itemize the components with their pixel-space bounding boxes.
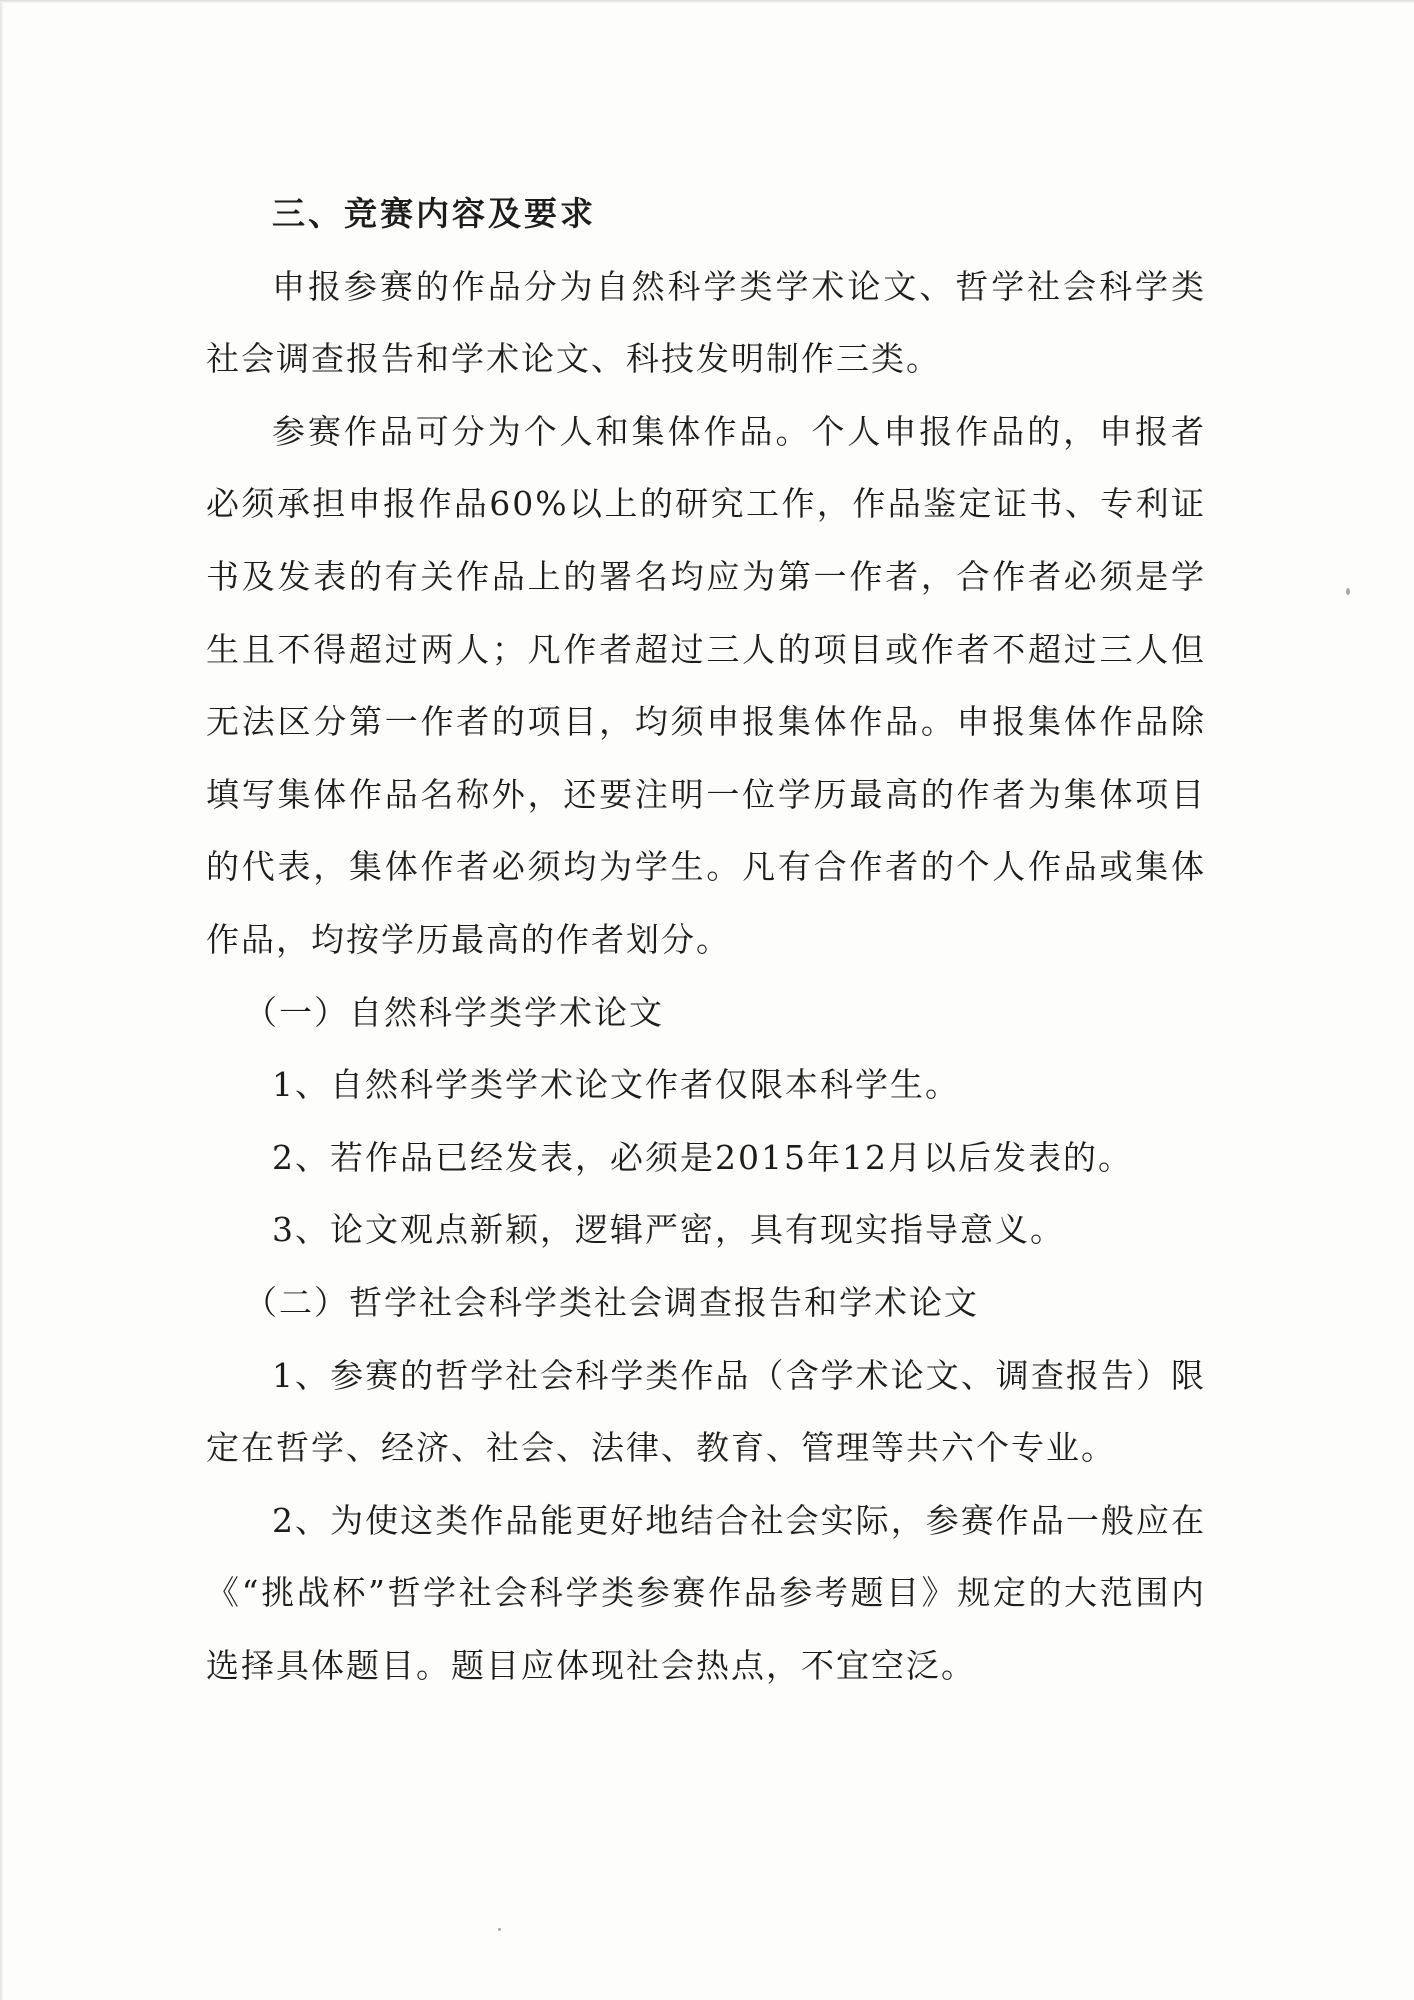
subsection-2-title: （二）哲学社会科学类社会调查报告和学术论文 bbox=[243, 1282, 979, 1322]
section-heading: 三、竞赛内容及要求 bbox=[272, 194, 596, 233]
subsection-1-title: （一）自然科学类学术论文 bbox=[243, 992, 664, 1032]
paragraph-entry-types: 参赛作品可分为个人和集体作品。个人申报作品的，申报者必须承担申报作品60%以上的研究工作，作品鉴定证书、专利证书及发表的有关作品上的署名均应为第一作者，合作者必须是学生且不得超过两人；凡作者超过三人的项目或作者不超过三人但无法区分第一作者的项目，均须申报集体作品。申报集体作品除填写集体作品名称外，还要注明一位学历最高的作者为集体项目的代表，集体作者必须均为学生。凡有合作者的个人作品或集体作品，均按学历最高的作者划分。 bbox=[206, 411, 1206, 959]
subsection-1-item-2: 2、若作品已经发表，必须是2015年12月以后发表的。 bbox=[272, 1137, 1133, 1177]
scan-edge-left bbox=[0, 0, 3, 2000]
scan-speck bbox=[498, 1928, 501, 1931]
subsection-2-item-2: 2、为使这类作品能更好地结合社会实际，参赛作品一般应在《“挑战杯”哲学社会科学类参赛作品参考题目》规定的大范围内选择具体题目。题目应体现社会热点，不宜空泛。 bbox=[206, 1500, 1206, 1685]
subsection-1-item-3: 3、论文观点新颖，逻辑严密，具有现实指导意义。 bbox=[272, 1210, 1065, 1250]
scan-speck bbox=[1346, 588, 1350, 595]
document-body bbox=[206, 178, 1206, 1702]
scan-edge-top bbox=[0, 0, 1414, 3]
subsection-1-item-1: 1、自然科学类学术论文作者仅限本科学生。 bbox=[272, 1065, 960, 1105]
paragraph-categories: 申报参赛的作品分为自然科学类学术论文、哲学社会科学类社会调查报告和学术论文、科技发明制作三类。 bbox=[206, 266, 1206, 379]
subsection-2-item-1: 1、参赛的哲学社会科学类作品（含学术论文、调查报告）限定在哲学、经济、社会、法律、教育、管理等共六个专业。 bbox=[206, 1355, 1206, 1468]
